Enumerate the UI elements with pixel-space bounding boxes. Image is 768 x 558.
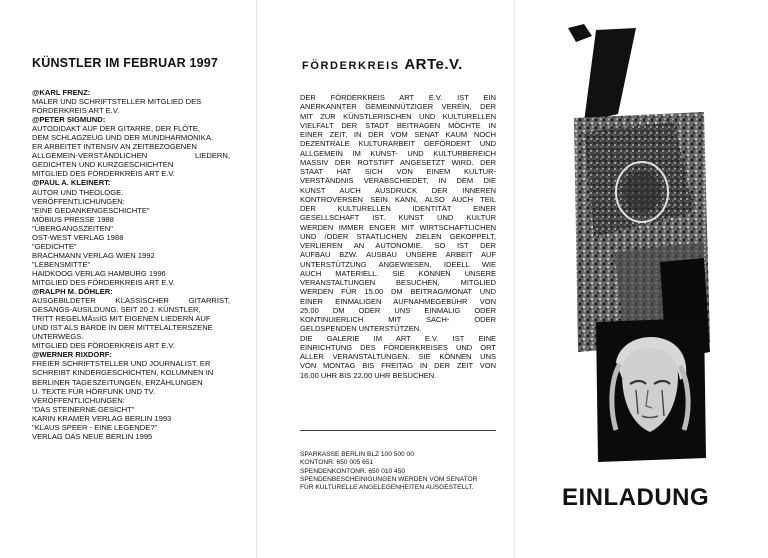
artist-text-line: MITGLIED DES FÖRDERKREIS ART E.V.	[32, 341, 175, 351]
artist-text-line: "EINE GEDANKENGESCHICHTE"	[32, 205, 150, 215]
bank-details	[300, 451, 500, 492]
description-line: STAAT HAT SICH VON EINEM KULTUR-	[300, 167, 496, 176]
cover-panel	[514, 0, 768, 558]
description-line: GELDSPENDEN UNTERSTÜTZEN.	[300, 324, 422, 334]
description-line: AUFBAU BZW. AUSBAU UNSERE ARBEIT AUF	[300, 250, 496, 260]
description-line: VIELFALT DER STADT BEITRAGEN MÖCHTE IN	[300, 120, 496, 130]
bank-line: KONTONR. 650 005 651	[300, 459, 374, 467]
artist-text-line: VERÖFFENTLICHUNGEN:	[32, 395, 125, 405]
artist-text-line: "LEBENSMITTE"	[32, 259, 91, 269]
artist-text-line: AUSGEBILDETER KLASSISCHER GITARRIST,	[32, 296, 230, 306]
artist-text-line: "DAS STEINERNE GESICHT"	[32, 404, 135, 414]
artist-text-line: BRACHMANN VERLAG WIEN 1992	[32, 250, 155, 260]
description-line: KONTINUIERLICH MIT SACH- ODER	[300, 315, 496, 324]
description-line: WERDEN IMMER ENGER MIT WIRTSCHAFTLICHEN	[300, 222, 496, 232]
description-line: ANERKANNTER GEMEINNÜTZIGER VEREIN, DER	[300, 102, 496, 112]
bank-line: SPENDENBESCHEINIGUNGEN WERDEN VOM SENATOR	[300, 475, 478, 483]
description-line: GESELLSCHAFT IST. KUNST UND KULTUR	[300, 213, 496, 223]
artist-text-line: AUTODIDAKT AUF DER GITARRE, DER FLÖTE,	[32, 124, 200, 134]
description-line: EINRICHTUNG DES FÖRDERKREISES UND ORT	[300, 342, 496, 352]
artist-text-line: HAIDKOOG VERLAG HAMBURG 1996	[32, 268, 166, 278]
bank-line: SPARKASSE BERLIN BLZ 100 500 00	[300, 451, 414, 458]
artist-text-line: FREIER SCHRIFTSTELLER UND JOURNALIST. ER	[32, 359, 211, 369]
association-title-main: ARTe.V.	[404, 56, 463, 73]
artist-text-line: MALER UND SCHRIFTSTELLER MITGLIED DES	[32, 97, 202, 107]
description-line: ALLGEMEIN IM KUNST- UND KULTURBEREICH	[300, 148, 496, 158]
artist-text-line: FÖRDERKREIS ART E.V.	[32, 106, 120, 116]
artist-name: @WERNER RIXDORF:	[32, 350, 112, 360]
association-title	[302, 56, 502, 73]
artist-text-line: TRITT REGELMÄßIG MIT EIGENEN LIEDERN AUF	[32, 314, 211, 324]
association-description	[300, 93, 496, 380]
bank-line: SPENDENKONTONR. 650 010 450	[300, 467, 406, 475]
artist-text-line: UNTERWEGS.	[32, 332, 84, 342]
description-line: VERLIEREN AN AUTONOMIE. SO IST DER	[300, 241, 496, 250]
description-line: 16.00 UHR BIS 22.00 UHR BESUCHEN.	[300, 370, 437, 380]
artist-name: @PAUL A. KLEINERT:	[32, 178, 111, 188]
description-line: MIT ZUR KÜNSTLERISCHEN UND KULTURELLEN	[300, 111, 496, 121]
artist-text-line: ALLGEMEIN-VERSTÄNDLICHEN LIEDERN,	[32, 151, 230, 161]
description-line: VON MONTAG BIS FREITAG IN DER ZEIT VON	[300, 361, 496, 371]
artist-text-line: MITGLIED DES FÖRDERKREIS ART E.V.	[32, 169, 175, 179]
bank-line: FÜR KULTURELLE ANGELEGENHEITEN AUSGESTELLT.	[300, 484, 474, 492]
description-line: ALLER VERANSTALTUNGEN. SIE KÖNNEN UNS	[300, 352, 496, 361]
description-line: 25.00 DM ODER UNS EINMALIG ODER	[300, 305, 496, 315]
invitation-title: EINLADUNG	[562, 484, 710, 511]
artist-text-line: GEDICHTEN UND KURZGESCHICHTEN	[32, 160, 174, 170]
collage-statue-head-icon	[554, 22, 744, 477]
artists-title: KÜNSTLER IM FEBRUAR 1997	[32, 56, 219, 70]
artist-text-line: "GEDICHTE"	[32, 241, 77, 251]
association-title-prefix: FÖRDERKREIS	[302, 60, 400, 72]
artist-text-line: AUTOR UND THEOLOGE.	[32, 187, 124, 197]
association-panel	[256, 0, 514, 558]
artist-text-line: VERLAG DAS NEUE BERLIN 1995	[32, 431, 153, 441]
description-line: EINER EINMALIGEN AUFNAHMEGEBÜHR VON	[300, 296, 496, 306]
artist-text-line: MÖBIUS PRESSE 1988	[32, 214, 114, 224]
description-line: KUNST AUCH AUSDRUCK DER INNEREN	[300, 185, 496, 195]
divider	[300, 430, 496, 431]
artist-text-line: ER ARBEITET INTENSIV AN ZEITBEZOGENEN	[32, 142, 197, 152]
description-line: MASSIV DER ROTSTIFT ANGESETZT WIRD. DER	[300, 157, 496, 167]
description-line: UNTERSTÜTZUNG ANGEWIESEN, IDEELL WIE	[300, 259, 496, 269]
artist-text-line: DEM SCHLAGZEUG UND DER MUNDHARMONIKA.	[32, 133, 213, 143]
description-line: VERSTÄNDNIS VERABSCHIEDET, IN DEM DIE	[300, 176, 496, 186]
artist-name: @RALPH M. DÖHLER:	[32, 287, 113, 297]
artist-text-line: "KLAUS SPEER - EINE LEGENDE?"	[32, 422, 158, 432]
description-line: AUCH MATERIELL. SIE KÖNNEN UNSERE	[300, 268, 496, 278]
artist-text-line: "ÜBERGANGSZEITEN"	[32, 223, 113, 233]
description-line: UND /ODER STAATLICHEN ZIELEN GEKOPPELT,	[300, 231, 496, 241]
description-line: DER KULTURELLEN IDENTITÄT EINER	[300, 204, 496, 213]
artist-name: @KARL FRENZ:	[32, 88, 91, 97]
artist-text-line: MITGLIED DES FÖRDERKREIS ART E.V.	[32, 277, 175, 287]
artist-text-line: VERÖFFENTLICHUNGEN:	[32, 196, 125, 206]
artist-text-line: U. TEXTE FÜR HÖRFUNK UND TV.	[32, 386, 156, 396]
artist-text-line: KARIN KRAMER VERLAG BERLIN 1993	[32, 413, 172, 423]
artists-panel	[0, 0, 256, 558]
description-line: WERDEN FÜR 15.00 DM BEITRAG/MONAT UND	[300, 287, 496, 297]
artist-text-line: OST-WEST VERLAG 1988	[32, 232, 124, 242]
artist-text-line: SCHREIBT KINDERGESCHICHTEN, KOLUMNEN IN	[32, 368, 214, 378]
description-line: KONTROVERSEN SEIN KANN, ALSO AUCH TEIL	[300, 194, 496, 204]
description-line: DEZENTRALE KULTURARBEIT GEFÖRDERT UND	[300, 139, 496, 149]
artist-text-line: GESANGS-AUSILDUNG. SEIT 20 J. KÜNSTLER,	[32, 305, 201, 315]
description-line: DER FÖRDERKREIS ART E.V. IST EIN	[300, 93, 496, 102]
artist-text-line: UND IST ALS BARDE IN DER MITTELALTERSZENE	[32, 323, 213, 333]
artists-list	[32, 88, 230, 441]
description-line: EINER ZEIT, IN DER VOM SENAT KAUM NOCH	[300, 130, 496, 139]
artist-text-line: BERLINER TAGESZEITUNGEN, ERZÄHLUNGEN	[32, 377, 203, 387]
description-line: VERANSTALTUNGEN BESUCHEN, MITGLIED	[300, 278, 496, 287]
artist-name: @PETER SIGMUND:	[32, 115, 106, 125]
description-line: DIE GALERIE IM ART E.V. IST EINE	[300, 333, 496, 343]
